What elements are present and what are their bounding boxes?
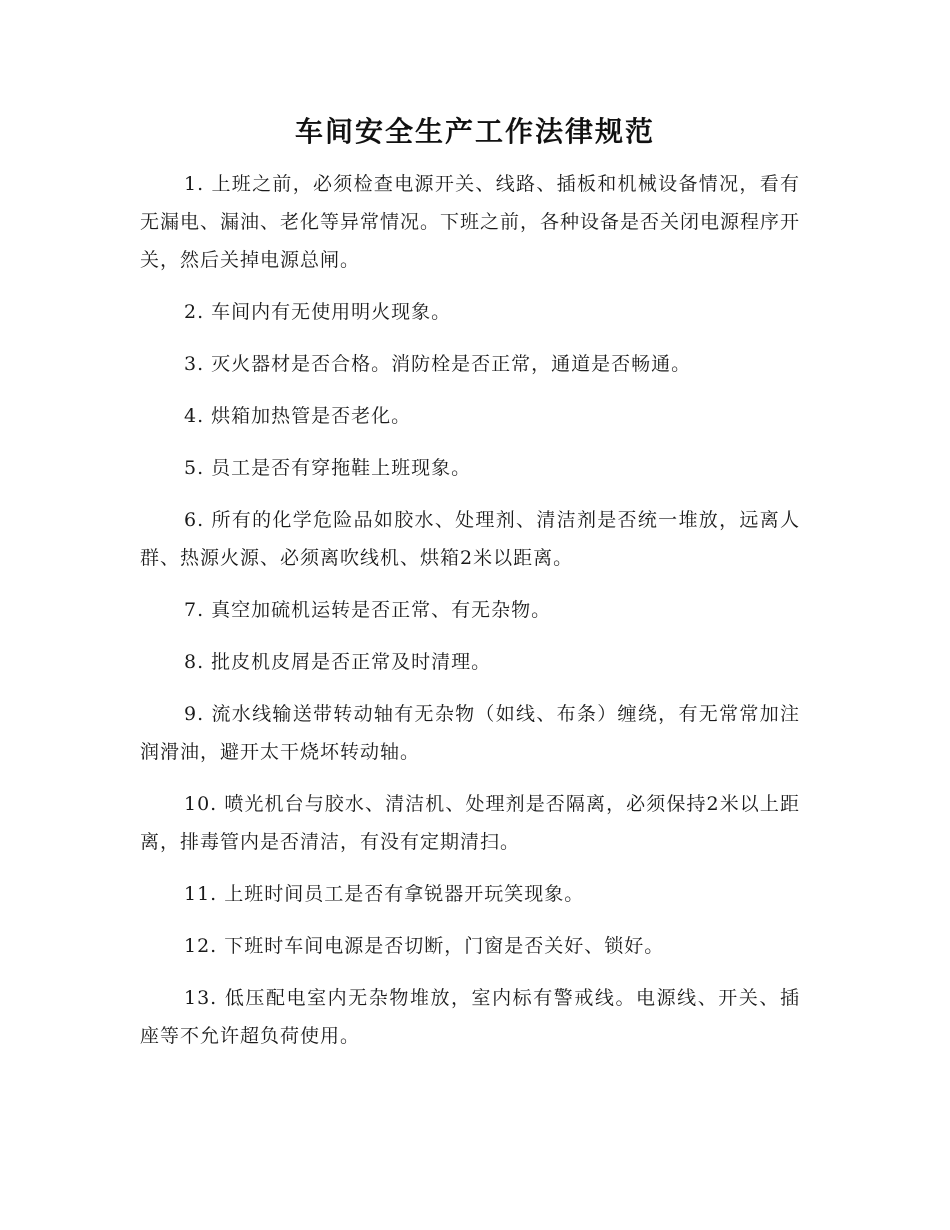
rule-item-5: 5. 员工是否有穿拖鞋上班现象。 <box>184 457 472 479</box>
rule-item-9: 9. 流水线输送带转动轴有无杂物（如线、布条）缠绕，有无常常加注润滑油，避开太干烧坏转动轴。 <box>140 703 800 763</box>
rule-item-6: 6. 所有的化学危险品如胶水、处理剂、清洁剂是否统一堆放，远离人群、热源火源、必须离吹线机、烘箱2米以距离。 <box>140 509 800 569</box>
rule-item-10: 10. 喷光机台与胶水、清洁机、处理剂是否隔离，必须保持2米以上距离，排毒管内是否清洁，有没有定期清扫。 <box>140 793 800 853</box>
rule-item-12: 12. 下班时车间电源是否切断，门窗是否关好、锁好。 <box>184 935 665 957</box>
rule-item-8: 8. 批皮机皮屑是否正常及时清理。 <box>184 651 492 673</box>
rule-item-13: 13. 低压配电室内无杂物堆放，室内标有警戒线。电源线、开关、插座等不允许超负荷使用。 <box>140 987 800 1047</box>
rule-item-7: 7. 真空加硫机运转是否正常、有无杂物。 <box>184 599 552 621</box>
document-body <box>140 165 800 1069</box>
rule-item-4: 4. 烘箱加热管是否老化。 <box>184 405 412 427</box>
rule-item-3: 3. 灭火器材是否合格。消防栓是否正常，通道是否畅通。 <box>184 353 692 375</box>
rule-item-11: 11. 上班时间员工是否有拿锐器开玩笑现象。 <box>184 883 585 905</box>
rule-item-1: 1. 上班之前，必须检查电源开关、线路、插板和机械设备情况，看有无漏电、漏油、老化等异常情况。下班之前，各种设备是否关闭电源程序开关，然后关掉电源总闸。 <box>140 173 801 271</box>
document-title: 车间安全生产工作法律规范 <box>294 115 655 148</box>
rule-item-2: 2. 车间内有无使用明火现象。 <box>184 301 452 323</box>
